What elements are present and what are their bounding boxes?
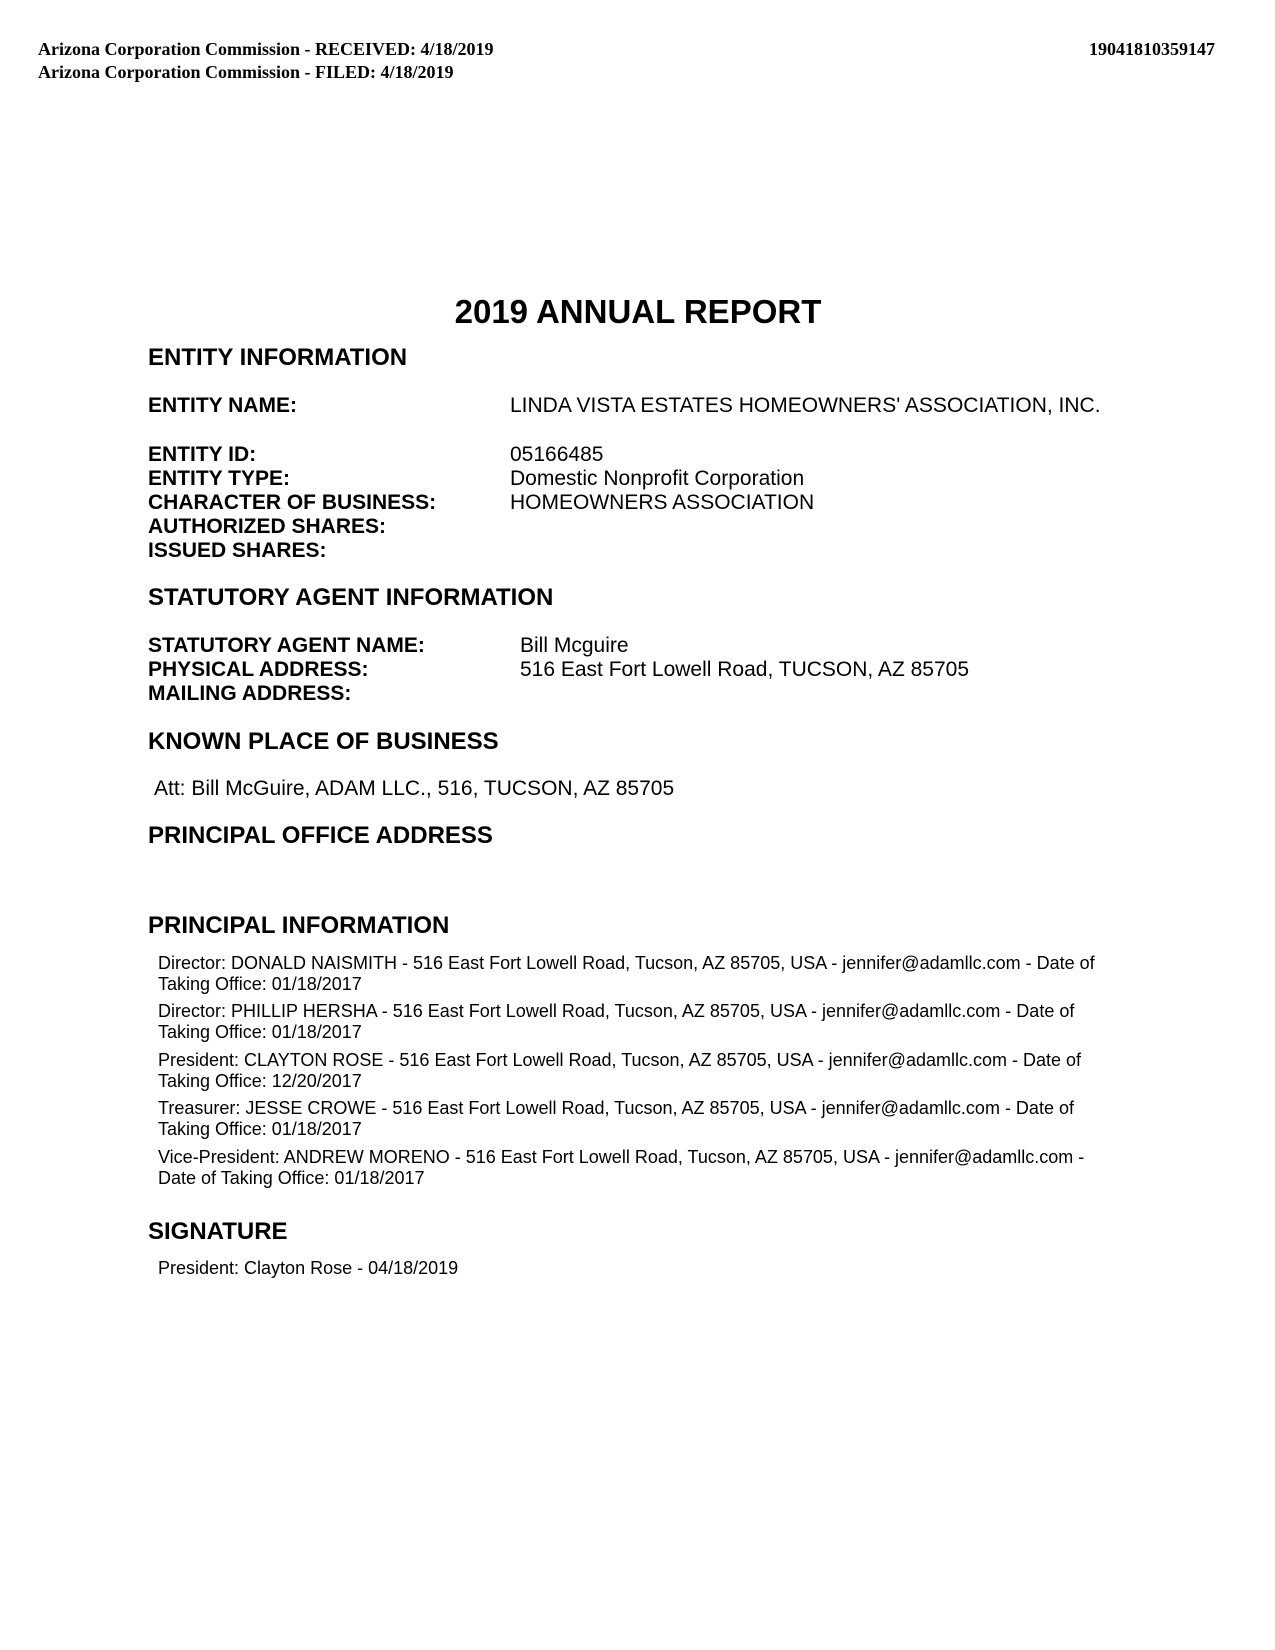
entity-type-value: Domestic Nonprofit Corporation bbox=[510, 467, 805, 490]
mailing-address-label: MAILING ADDRESS: bbox=[148, 682, 352, 705]
entity-information-heading: ENTITY INFORMATION bbox=[148, 344, 408, 371]
statutory-agent-heading: STATUTORY AGENT INFORMATION bbox=[148, 584, 554, 611]
principal-office-heading: PRINCIPAL OFFICE ADDRESS bbox=[148, 822, 493, 849]
statutory-agent-name-value: Bill Mcguire bbox=[520, 634, 629, 657]
entity-id-label: ENTITY ID: bbox=[148, 443, 257, 466]
principal-entry: Director: PHILLIP HERSHA - 516 East Fort Lowell Road, Tucson, AZ 85705, USA - jennifer@adamllc.com - Date of Taking Office: 01/18/2017 bbox=[158, 1001, 1075, 1042]
principal-entry: Vice-President: ANDREW MORENO - 516 East Fort Lowell Road, Tucson, AZ 85705, USA - jennifer@adamllc.com - Date of Taking Office: 01/18/2017 bbox=[158, 1147, 1085, 1188]
principal-entry: Treasurer: JESSE CROWE - 516 East Fort Lowell Road, Tucson, AZ 85705, USA - jennifer@adamllc.com - Date of Taking Office: 01/18/2017 bbox=[158, 1098, 1074, 1139]
document-number: 19041810359147 bbox=[1089, 39, 1215, 59]
entity-type-label: ENTITY TYPE: bbox=[148, 467, 290, 490]
authorized-shares-label: AUTHORIZED SHARES: bbox=[148, 515, 387, 538]
report-title: 2019 ANNUAL REPORT bbox=[454, 293, 822, 330]
known-place-value: Att: Bill McGuire, ADAM LLC., 516, TUCSON, AZ 85705 bbox=[154, 777, 675, 800]
principal-entry: Director: DONALD NAISMITH - 516 East Fort Lowell Road, Tucson, AZ 85705, USA - jennifer@adamllc.com - Date of Taking Office: 01/18/2017 bbox=[158, 953, 1095, 994]
entity-id-value: 05166485 bbox=[510, 443, 604, 466]
filing-stamp bbox=[38, 38, 494, 84]
issued-shares-label: ISSUED SHARES: bbox=[148, 539, 327, 562]
statutory-agent-name-label: STATUTORY AGENT NAME: bbox=[148, 634, 425, 657]
physical-address-label: PHYSICAL ADDRESS: bbox=[148, 658, 369, 681]
physical-address-value: 516 East Fort Lowell Road, TUCSON, AZ 85705 bbox=[520, 658, 969, 681]
known-place-heading: KNOWN PLACE OF BUSINESS bbox=[148, 728, 499, 755]
signature-heading: SIGNATURE bbox=[148, 1218, 288, 1245]
entity-name-label: ENTITY NAME: bbox=[148, 394, 297, 417]
entity-name-value: LINDA VISTA ESTATES HOMEOWNERS' ASSOCIATION, INC. bbox=[510, 394, 1101, 417]
principal-entry: President: CLAYTON ROSE - 516 East Fort Lowell Road, Tucson, AZ 85705, USA - jennifer@adamllc.com - Date of Taking Office: 12/20/2017 bbox=[158, 1050, 1082, 1091]
character-of-business-value: HOMEOWNERS ASSOCIATION bbox=[510, 491, 815, 514]
signature-value: President: Clayton Rose - 04/18/2019 bbox=[158, 1258, 459, 1278]
principal-information-heading: PRINCIPAL INFORMATION bbox=[148, 912, 450, 939]
character-of-business-label: CHARACTER OF BUSINESS: bbox=[148, 491, 437, 514]
received-line: Arizona Corporation Commission - RECEIVED: 4/18/2019 bbox=[38, 39, 494, 59]
filed-line: Arizona Corporation Commission - FILED: 4/18/2019 bbox=[38, 62, 454, 82]
